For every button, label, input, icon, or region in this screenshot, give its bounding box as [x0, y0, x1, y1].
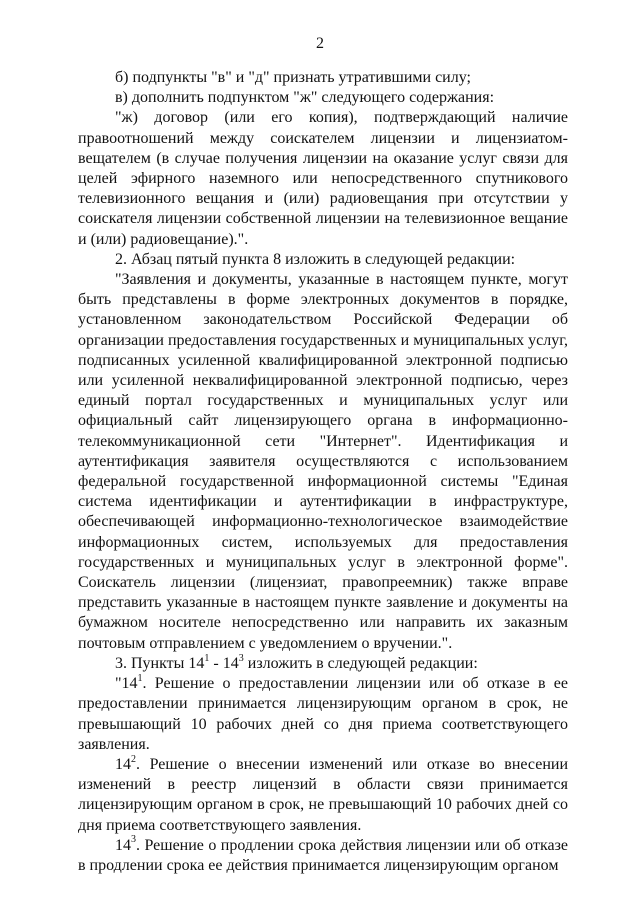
- superscript: 2: [131, 753, 136, 765]
- superscript: 3: [131, 834, 136, 846]
- text-fragment: 14: [115, 836, 131, 854]
- superscript: 1: [137, 672, 143, 684]
- document-body: [78, 68, 568, 876]
- paragraph-item-14-1: [78, 674, 568, 755]
- text-fragment: . Решение о внесении изменений или отказе во внесении изменений в реестр лицензий в области связи принимается лицензирующим органом в срок, не превышающий 10 рабочих дней со дня приема соответствующего заявления.: [78, 755, 568, 834]
- paragraph-item-8-text: "Заявления и документы, указанные в настоящем пункте, могут быть представлены в форме электронных документов в порядке, установленном законодательством Российской Федерации об организации предоставления государственных и муниципальных услуг, подписанных усиленной квалифицированной электронной подписью или усиленной неквалифицированной электронной подписью, через единый портал государственных и муниципальных услуг или официальный сайт лицензирующего органа в информационно-телекоммуникационной сети "Интернет". Идентификация и аутентификация заявителя осуществляются с использованием федеральной государственной информационной системы "Единая система идентификации и аутентификации в инфраструктуре, обеспечивающей информационно-технологическое взаимодействие информационных систем, используемых для предоставления государственных и муниципальных услуг в электронной форме". Соискатель лицензии (лицензиат, правопреемник) также вправе представить указанные в настоящем пункте заявление и документы на бумажном носителе непосредственно или направить их заказным почтовым отправлением с уведомлением о вручении.".: [78, 271, 568, 652]
- page-number: 2: [316, 35, 324, 52]
- paragraph-item-2: 2. Абзац пятый пункта 8 изложить в следующей редакции:: [115, 250, 516, 268]
- paragraph-item-14-3: [78, 836, 568, 876]
- text-fragment: изложить в следующей редакции:: [243, 654, 478, 672]
- text-fragment: 3. Пункты 14: [115, 654, 205, 672]
- paragraph-item-3: [78, 654, 568, 674]
- text-fragment: . Решение о продлении срока действия лицензии или об отказе в продлении срока ее действия принимается лицензирующим органом: [78, 836, 568, 874]
- text-fragment: 14: [115, 755, 131, 773]
- paragraph-subitems-void: б) подпункты "в" и "д" признать утратившими силу;: [115, 69, 471, 86]
- text-fragment: - 14: [209, 654, 239, 672]
- paragraph-item-14-2: [78, 755, 568, 836]
- superscript: 3: [238, 652, 244, 664]
- paragraph-add-subitem: в) дополнить подпунктом "ж" следующего содержания:: [115, 89, 495, 107]
- superscript: 1: [204, 652, 210, 664]
- text-fragment: . Решение о предоставлении лицензии или об отказе в ее предоставлении принимается лицензирующим органом в срок, не превышающий 10 рабочих дней со дня приема соответствующего заявления.: [78, 675, 568, 753]
- text-fragment: "14: [115, 675, 138, 693]
- paragraph-subitem-zh: "ж) договор (или его копия), подтверждающий наличие правоотношений между соискателем лицензии и лицензиатом-вещателем (в случае получения лицензии на оказание услуг связи для целей эфирного наземного или непосредственного спутникового телевизионного вещания и (или) радиовещания при отсутствии у соискателя лицензии собственной лицензии на телевизионное вещание и (или) радиовещание).".: [78, 109, 568, 248]
